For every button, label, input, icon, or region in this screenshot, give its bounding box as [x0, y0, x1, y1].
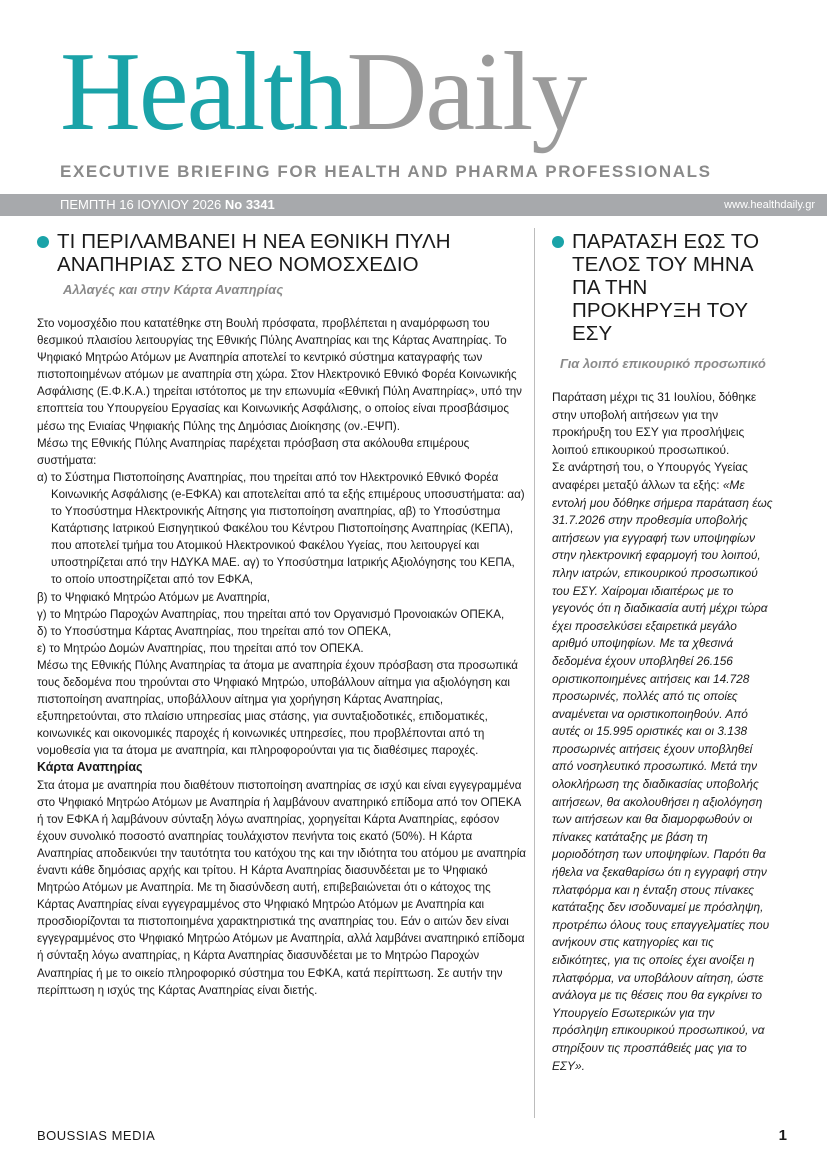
issue-date: ΠΕΜΠΤΗ 16 ΙΟΥΛΙΟΥ 2026 — [60, 197, 222, 212]
section-heading: Κάρτα Αναπηρίας — [37, 760, 143, 775]
article-left-headline — [37, 230, 526, 276]
list-item: β) το Ψηφιακό Μητρώο Ατόμων με Αναπηρία, — [37, 590, 270, 604]
masthead — [60, 30, 780, 181]
article-left — [37, 230, 526, 999]
logo-daily: Daily — [346, 30, 586, 154]
list-item: ε) το Μητρώο Δομών Αναπηρίας, που τηρείται από τον ΟΠΕΚΑ. — [37, 641, 364, 655]
article-left-subtitle: Αλλαγές και στην Κάρτα Αναπηρίας — [63, 282, 284, 297]
list-item: δ) το Υποσύστημα Κάρτας Αναπηρίας, που τηρείται από τον ΟΠΕΚΑ, — [37, 624, 392, 638]
article-left-headline-text: ΤΙ ΠΕΡΙΛΑΜΒΑΝΕΙ Η ΝΕΑ ΕΘΝΙΚΗ ΠΥΛΗ ΑΝΑΠΗΡΙΑΣ ΣΤΟ ΝΕΟ ΝΟΜΟΣΧΕΔΙΟ — [57, 230, 451, 276]
article-right-subtitle: Για λοιπό επικουρικό προσωπικό — [560, 356, 766, 371]
list-item: γ) το Μητρώο Παροχών Αναπηρίας, που τηρείται από τον Οργανισμό Προνοιακών ΟΠΕΚΑ, — [37, 607, 505, 621]
issue-number: No 3341 — [224, 197, 275, 212]
website-link[interactable]: www.healthdaily.gr — [724, 199, 815, 211]
column-divider — [534, 228, 535, 1118]
paragraph: Στα άτομα με αναπηρία που διαθέτουν πιστοποίηση αναπηρίας σε ισχύ και είναι εγγεγραμμένα στο Ψηφιακό Μητρώο Ατόμων με Αναπηρία ή λαμβάνουν αναπηρικό επίδομα από τον ΟΠΕΚΑ ή τον ΕΦΚΑ ή λαμβάνουν σύνταξη λόγω αναπηρίας, χορηγείται Κάρτα Αναπηρίας, εφόσον έχουν συνολικό ποσοστό αναπηρίας τουλάχιστον πενήντα τοις εκατό (50%). Η Κάρτα Αναπηρίας αποδεικνύει την ταυτότητα του κατόχου της και την ιδιότητα του ατόμου με αναπηρία έναντι κάθε δημόσιας αρχής και τρίτου. Η Κάρτα Αναπηρίας διασυνδέεται με το Ψηφιακό Μητρώο Ατόμων με Αναπηρία. Με τη διασύνδεση αυτή, επιβεβαιώνεται ότι ο κάτοχος της Κάρτας Αναπηρίας είναι εγγεγραμμένος στο Ψηφιακό Μητρώο Ατόμων με Αναπηρία και προσδιορίζονται τα πιστοποιημένα χαρακτηριστικά της αναπηρίας του. Εάν ο αιτών δεν είναι εγγεγραμμένος στο Ψηφιακό Μητρώο Ατόμων με Αναπηρία, αλλά λαμβάνει αναπηρικό επίδομα ή σύνταξη λόγω αναπηρίας, η Κάρτα Αναπηρίας διασυνδέεται με το Μητρώο Παροχών Αναπηρίας ή με το οικείο πληροφορικό σύστημα του ΕΦΚΑ, κατά περίπτωση. Σε αυτήν την περίπτωση η ισχύς της Κάρτας Αναπηρίας είναι διετής. — [37, 778, 526, 997]
list-item: α) το Σύστημα Πιστοποίησης Αναπηρίας, που τηρείται από τον Ηλεκτρονικό Εθνικό Φορέα Κοινωνικής Ασφάλισης (e-ΕΦΚΑ) και αποτελείται από τα εξής επιμέρους υποσυστήματα: αα) το Υποσύστημα Ηλεκτρονικής Αίτησης για πιστοποίηση αναπηρίας, αβ) το Υποσύστημα Κατάρτισης Ιατρικού Εισηγητικού Φακέλου του Κέντρου Πιστοποίησης Αναπηρίας (ΚΕΠΑ), που αποτελεί τμήμα του Ατομικού Ηλεκτρονικού Φακέλου Υγείας, που λειτουργεί και υποστηρίζεται από την ΗΔΥΚΑ ΜΑΕ. αγ) το Υποσύστημα Ιατρικής Αξιολόγησης του ΚΕΠΑ, το οποίο υποστηρίζεται από τον ΕΦΚΑ, — [37, 470, 525, 587]
tagline: EXECUTIVE BRIEFING FOR HEALTH AND PHARMA PROFESSIONALS — [60, 162, 712, 181]
logo — [60, 30, 780, 154]
article-right — [552, 230, 774, 1075]
paragraph: Στο νομοσχέδιο που κατατέθηκε στη Βουλή πρόσφατα, προβλέπεται η αναμόρφωση του θεσμικού πλαισίου λειτουργίας της Εθνικής Πύλης Αναπηρίας και της Κάρτας Αναπηρίας. Το Ψηφιακό Μητρώο Ατόμων με Αναπηρία αποτελεί το κεντρικό σύστημα καταγραφής των πιστοποιημένων ατόμων με αναπηρία στη χώρα. Στον Ηλεκτρονικό Εθνικό Φορέα Κοινωνικής Ασφάλισης (Ε.Φ.Κ.Α.) τηρείται ιστότοπος με την επωνυμία «Εθνική Πύλη Αναπηρίας», υπό την εποπτεία του Υπουργείου Εργασίας και Κοινωνικής Ασφάλισης, ο οποίος είναι προσβάσιμος μέσω της Ενιαίας Ψηφιακής Πύλης της Δημόσιας Διοίκησης (ον.-ΕΨΠ). — [37, 317, 522, 433]
publisher-name: BOUSSIAS MEDIA — [37, 1128, 156, 1143]
date-bar — [0, 194, 827, 216]
page-number: 1 — [778, 1127, 787, 1144]
paragraph: Μέσω της Εθνικής Πύλης Αναπηρίας τα άτομα με αναπηρία έχουν πρόσβαση στα προσωπικά τους δεδομένα που τηρούνται στο Ψηφιακό Μητρώο, υποβάλλουν αίτημα για αξιολόγηση και πιστοποίηση αναπηρίας, υποβάλλουν αίτημα για χορήγηση Κάρτας Αναπηρίας, εξυπηρετούνται, στο πλαίσιο υπηρεσίας μιας στάσης, για συνταξιοδοτικές, επιδοματικές, κοινωνικές και οικονομικές παροχές ή κοινωνικές υπηρεσίες, που προβλέπονται από τη νομοθεσία για τα άτομα με αναπηρία, και πληροφορούνται για τις διαθέσιμες παροχές. — [37, 658, 518, 758]
paragraph: Μέσω της Εθνικής Πύλης Αναπηρίας παρέχεται πρόσβαση στα ακόλουθα επιμέρους συστήματα: — [37, 436, 470, 467]
paragraph: Παράταση μέχρι τις 31 Ιουλίου, δόθηκε στην υποβολή αιτήσεων για την προκήρυξη του ΕΣΥ για προσλήψεις λοιπού επικουρικού προσωπικού. — [552, 390, 757, 457]
issue-date-line — [60, 194, 275, 216]
paragraph — [552, 459, 774, 1075]
logo-health: Health — [60, 30, 347, 154]
quote-intro: Σε ανάρτησή του, ο Υπουργός Υγείας αναφέρει μεταξύ άλλων τα εξής: — [552, 460, 748, 492]
article-right-headline — [552, 230, 774, 345]
headline-bullet-icon — [552, 236, 564, 248]
article-right-headline-text: ΠΑΡΑΤΑΣΗ ΕΩΣ ΤΟ ΤΕΛΟΣ ΤΟΥ ΜΗΝΑ ΠΑ ΤΗΝ ΠΡΟΚΗΡΥΞΗ ΤΟΥ ΕΣΥ — [572, 230, 760, 345]
article-right-body — [552, 389, 774, 1075]
headline-bullet-icon — [37, 236, 49, 248]
quote: «Με εντολή μου δόθηκε σήμερα παράταση έως 31.7.2026 στην προθεσμία υποβολής αιτήσεων για εγγραφή των υποψηφίων στην ηλεκτρονική εφαρμογή του λοιπού, πλην ιατρών, επικουρικού προσωπικού του ΕΣΥ. Χαίρομαι ιδιαιτέρως με το γεγονός ότι η διαδικασία αυτή μέχρι τώρα έχει προσελκύσει εξαιρετικά μεγάλο αριθμό υποψηφίων. Με τα χθεσινά δεδομένα έχουν υποβληθεί 26.156 οριστικοποιημένες αιτήσεις και 14.728 προσωρινές, πολλές από τις οποίες αναμένεται να οριστικοποιηθούν. Από αυτές οι 15.995 οριστικές και οι 3.138 προσωρινές αιτήσεις έχουν υποβληθεί από νοσηλευτικό προσωπικό. Μετά την ολοκλήρωση της διαδικασίας υποβολής αιτήσεων, θα ακολουθήσει η αξιολόγηση των αιτήσεων και θα διαμορφωθούν οι πίνακες κατάταξης με βάση τη μοριοδότηση των υποψηφίων. Παρότι θα ήθελα να ξεκαθαρίσω ότι η εγγραφή στην πλατφόρμα και η ένταξη στους πίνακες κατάταξης δεν ισοδυναμεί με πρόσληψη, προτρέπω όλους τους επαγγελματίες που ανήκουν στις κατηγορίες και τις ειδικότητες, για τις οποίες έχει ανοίξει η πλατφόρμα, να υποβάλουν αίτηση, ώστε ανάλογα με τις θέσεις που θα εγκρίνει το Υπουργείο Εσωτερικών για την πρόσληψη επικουρικού προσωπικού, να στηρίξουν τις προσπάθειές μας για το ΕΣΥ». — [552, 477, 773, 1073]
article-left-body — [37, 315, 526, 999]
